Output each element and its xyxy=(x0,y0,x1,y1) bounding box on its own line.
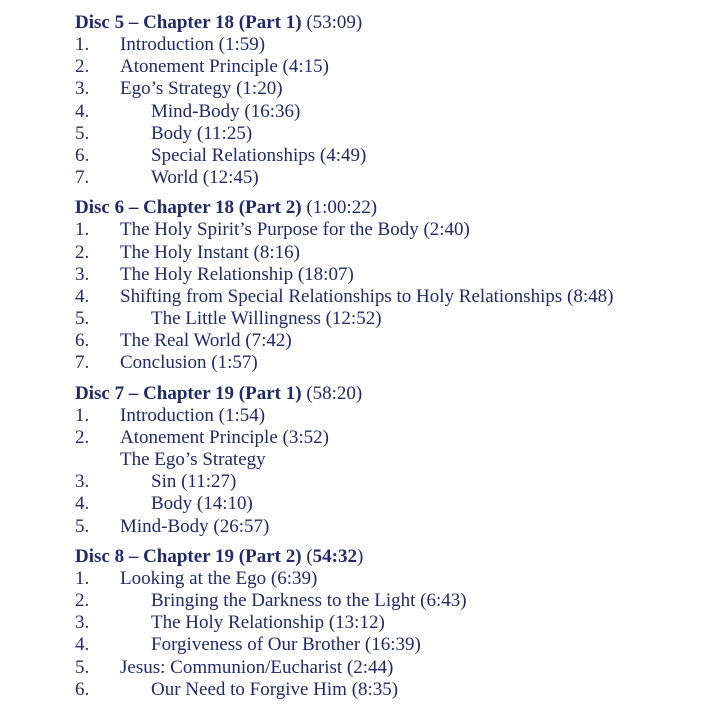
disc-duration: (53:09) xyxy=(301,12,363,33)
track-item xyxy=(75,590,705,612)
disc-duration: (58:20) xyxy=(301,382,363,404)
track-title: Mind-Body (26:57) xyxy=(120,515,270,537)
track-title: Introduction (1:59) xyxy=(120,34,266,55)
track-item xyxy=(75,145,705,167)
track-item xyxy=(75,34,705,56)
track-number: 4. xyxy=(75,634,90,656)
disc-heading xyxy=(75,197,705,219)
track-title: Our Need to Forgive Him (8:35) xyxy=(151,678,399,700)
track-title: The Holy Relationship (18:07) xyxy=(120,263,354,285)
disc-section xyxy=(75,197,705,374)
track-item xyxy=(75,101,705,123)
disc-duration-close: ) xyxy=(356,545,364,567)
track-number: 5. xyxy=(75,308,90,330)
disc-title: Disc 8 – Chapter 19 (Part 2) xyxy=(75,545,302,567)
track-item xyxy=(75,657,705,679)
track-title: Atonement Principle (4:15) xyxy=(120,56,329,78)
disc-duration: (1:00:22) xyxy=(301,197,378,219)
track-title: Sin (11:27) xyxy=(151,471,237,493)
track-item xyxy=(75,493,705,515)
track-title: Forgiveness of Our Brother (16:39) xyxy=(151,634,421,656)
track-title: The Holy Instant (8:16) xyxy=(120,241,300,263)
track-title: Bringing the Darkness to the Light (6:43) xyxy=(151,589,467,611)
disc-title: Disc 6 – Chapter 18 (Part 2) xyxy=(75,197,302,219)
track-title: Special Relationships (4:49) xyxy=(151,144,367,166)
track-item xyxy=(75,219,705,241)
track-item xyxy=(75,308,705,330)
disc-title: Disc 7 – Chapter 19 (Part 1) xyxy=(75,382,302,404)
disc-section xyxy=(75,546,705,701)
track-number: 2. xyxy=(75,589,90,611)
track-number: 3. xyxy=(75,263,90,285)
track-item xyxy=(75,634,705,656)
track-item xyxy=(75,264,705,286)
track-number: 1. xyxy=(75,567,90,589)
track-number: 4. xyxy=(75,493,90,515)
track-item xyxy=(75,679,705,701)
track-number: 3. xyxy=(75,612,90,634)
track-title: Mind-Body (16:36) xyxy=(151,100,301,122)
track-item xyxy=(75,516,705,538)
track-title: Body (11:25) xyxy=(151,122,253,144)
track-number: 1. xyxy=(75,34,90,55)
track-title: Jesus: Communion/Eucharist (2:44) xyxy=(120,656,394,678)
track-item xyxy=(75,568,705,590)
disc-heading xyxy=(75,546,705,568)
track-item xyxy=(75,405,705,427)
disc-section xyxy=(75,383,705,538)
track-title: Looking at the Ego (6:39) xyxy=(120,567,318,589)
track-title: The Real World (7:42) xyxy=(120,330,292,352)
track-item xyxy=(75,330,705,352)
track-title: Ego’s Strategy (1:20) xyxy=(120,78,283,100)
track-number: 4. xyxy=(75,285,90,307)
track-title: The Holy Spirit’s Purpose for the Body (2:40) xyxy=(120,219,470,241)
track-item xyxy=(75,286,705,308)
track-title: The Ego’s Strategy xyxy=(120,449,266,470)
track-title: The Little Willingness (12:52) xyxy=(151,308,382,330)
track-listing-document xyxy=(75,12,705,709)
disc-duration: ( xyxy=(301,545,313,567)
track-number: 5. xyxy=(75,122,90,144)
track-number: 3. xyxy=(75,78,90,100)
track-number: 6. xyxy=(75,144,90,166)
disc-heading xyxy=(75,12,705,34)
track-number: 1. xyxy=(75,219,90,241)
track-item xyxy=(75,78,705,100)
track-item xyxy=(75,427,705,449)
track-number: 5. xyxy=(75,656,90,678)
track-item xyxy=(75,167,705,189)
track-number: 2. xyxy=(75,241,90,263)
track-item xyxy=(75,471,705,493)
disc-section xyxy=(75,12,705,189)
track-number: 2. xyxy=(75,56,90,78)
track-item xyxy=(75,352,705,374)
track-item xyxy=(75,56,705,78)
track-number: 6. xyxy=(75,330,90,352)
track-title: Atonement Principle (3:52) xyxy=(120,426,329,448)
track-title: Introduction (1:54) xyxy=(120,404,266,426)
disc-heading xyxy=(75,383,705,405)
track-number: 1. xyxy=(75,404,90,426)
track-item xyxy=(75,612,705,634)
track-number: 6. xyxy=(75,678,90,700)
disc-title: Disc 5 – Chapter 18 (Part 1) xyxy=(75,12,302,33)
track-number: 5. xyxy=(75,515,90,537)
track-number: 3. xyxy=(75,471,90,493)
track-item xyxy=(75,123,705,145)
track-number: 2. xyxy=(75,426,90,448)
track-title: Conclusion (1:57) xyxy=(120,352,258,374)
track-number: 4. xyxy=(75,100,90,122)
track-title: Body (14:10) xyxy=(151,493,253,515)
track-title: World (12:45) xyxy=(151,167,259,189)
track-title: Shifting from Special Relationships to Holy Relationships (8:48) xyxy=(120,285,614,307)
track-title: The Holy Relationship (13:12) xyxy=(151,612,385,634)
track-number: 7. xyxy=(75,352,90,374)
disc-duration-bold: 54:32 xyxy=(312,545,357,567)
track-item xyxy=(75,242,705,264)
track-number: 7. xyxy=(75,167,90,189)
track-item xyxy=(75,449,705,471)
